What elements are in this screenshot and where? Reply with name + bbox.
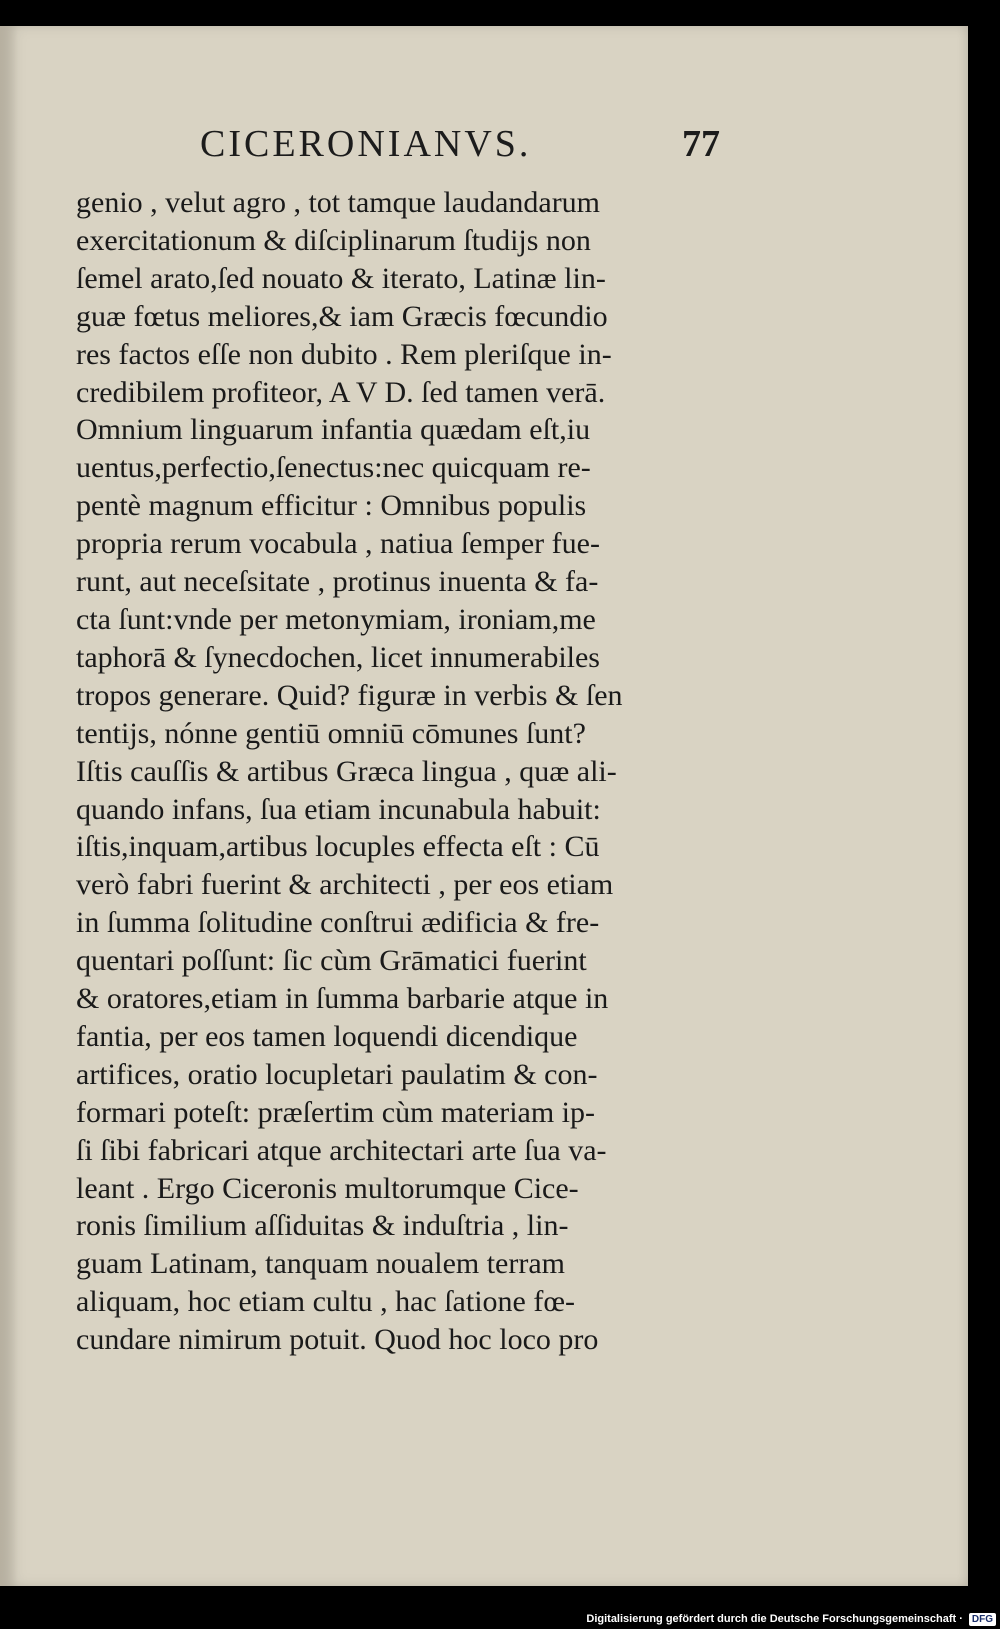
text-line: formari poteſt: præſertim cùm materiam ip- <box>76 1095 596 1129</box>
book-page <box>0 26 968 1586</box>
page-number: 77 <box>682 123 720 165</box>
text-line: credibilem profiteor, A V D. ſed tamen verā. <box>76 375 606 409</box>
digitization-credit <box>570 1609 1000 1629</box>
running-head <box>200 122 720 176</box>
text-line: quentari poſſunt: ſic cùm Grāmatici fuerint <box>76 944 587 978</box>
text-line: Iſtis cauſſis & artibus Græca lingua , quæ ali- <box>76 754 617 788</box>
text-line: quando infans, ſua etiam incunabula habuit: <box>76 792 601 826</box>
text-line: & oratores,etiam in ſumma barbarie atque in <box>76 982 609 1016</box>
page-gutter-shadow <box>0 26 18 1586</box>
text-line: ſemel arato,ſed nouato & iterato, Latinæ lin- <box>76 261 606 295</box>
text-line: cundare nimirum potuit. Quod hoc loco pro <box>76 1323 599 1357</box>
text-line: propria rerum vocabula , natiua ſemper fue- <box>76 527 600 561</box>
text-line: Omnium linguarum infantia quædam eſt,iu <box>76 413 591 447</box>
text-line: uentus,perfectio,ſenectus:nec quicquam re- <box>76 451 591 485</box>
footer-credit-text: Digitalisierung gefördert durch die Deutsche Forschungsgemeinschaft · <box>586 1613 963 1625</box>
dfg-logo: DFG <box>969 1613 996 1626</box>
text-line: leant . Ergo Ciceronis multorumque Cice- <box>76 1171 579 1205</box>
text-line: verò fabri fuerint & architecti , per eos etiam <box>76 868 614 902</box>
text-line: artifices, oratio locupletari paulatim & con- <box>76 1057 598 1091</box>
text-line: pentè magnum efficitur : Omnibus populis <box>76 489 587 523</box>
text-line: taphorā & ſynecdochen, licet innumerabiles <box>76 640 600 674</box>
text-line: genio , velut agro , tot tamque laudandarum <box>76 186 601 219</box>
text-line: cta ſunt:vnde per metonymiam, ironiam,me <box>76 602 596 636</box>
text-line: guæ fœtus meliores,& iam Græcis fœcundio <box>76 299 608 333</box>
text-line: guam Latinam, tanquam noualem terram <box>76 1247 565 1281</box>
text-line: exercitationum & diſciplinarum ſtudijs non <box>76 223 591 257</box>
running-title: CICERONIANVS. <box>200 123 532 165</box>
text-line: tropos generare. Quid? figuræ in verbis & ſen <box>76 678 623 712</box>
text-line: ſi ſibi fabricari atque architectari arte ſua va- <box>76 1133 607 1167</box>
text-line: tentijs, nónne gentiū omniū cōmunes ſunt? <box>76 716 586 750</box>
text-line: in ſumma ſolitudine conſtrui ædificia & fre- <box>76 906 600 940</box>
text-line: fantia, per eos tamen loquendi dicendique <box>76 1019 578 1053</box>
text-line: runt, aut neceſsitate , protinus inuenta & fa- <box>76 565 599 599</box>
text-line: ronis ſimilium aſſiduitas & induſtria , lin- <box>76 1209 569 1243</box>
body-text <box>76 184 736 1359</box>
text-line: aliquam, hoc etiam cultu , hac ſatione fœ- <box>76 1285 575 1319</box>
text-line: iſtis,inquam,artibus locuples effecta eſt : Cū <box>76 830 600 864</box>
text-line: res factos eſſe non dubito . Rem pleriſque in- <box>76 337 612 371</box>
